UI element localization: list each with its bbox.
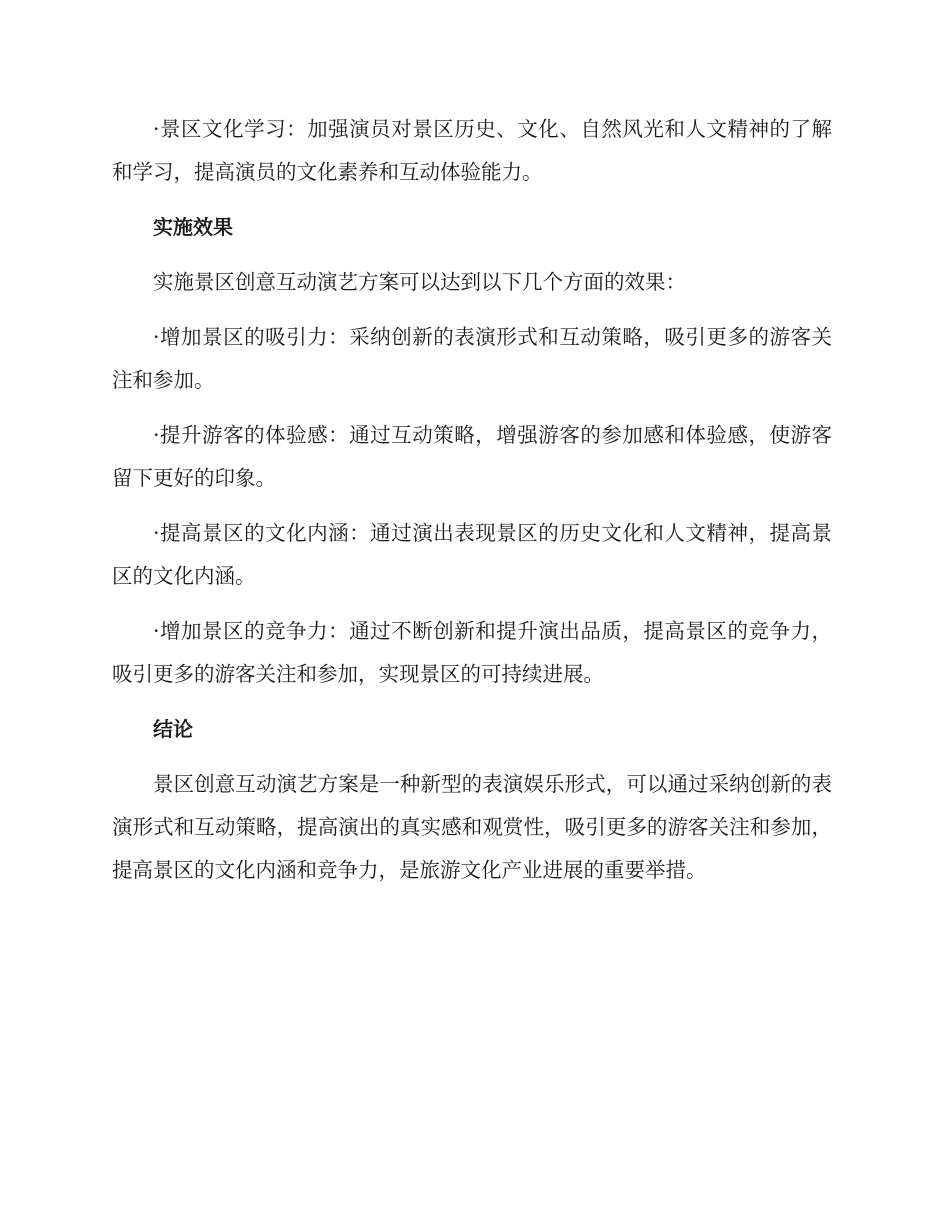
paragraph-effects-intro: 实施景区创意互动演艺方案可以达到以下几个方面的效果： [153,270,686,294]
heading-conclusion: 结论 [153,717,193,741]
document-page [112,108,832,904]
paragraph-cultural-learning: ·景区文化学习：加强演员对景区历史、文化、自然风光和人文精神的了解和学习，提高演员的文化素养和互动体验能力。 [112,117,832,184]
paragraph-cultural-connotation: ·提高景区的文化内涵：通过演出表现景区的历史文化和人文精神，提高景区的文化内涵。 [112,521,832,588]
paragraph-experience: ·提升游客的体验感：通过互动策略，增强游客的参加感和体验感，使游客留下更好的印象。 [112,423,832,490]
paragraph-competitiveness: ·增加景区的竞争力：通过不断创新和提升演出品质，提高景区的竞争力，吸引更多的游客关注和参加，实现景区的可持续进展。 [112,619,832,686]
paragraph-attraction: ·增加景区的吸引力：采纳创新的表演形式和互动策略，吸引更多的游客关注和参加。 [112,325,832,392]
heading-implementation-effects: 实施效果 [153,215,233,239]
paragraph-conclusion: 景区创意互动演艺方案是一种新型的表演娱乐形式，可以通过采纳创新的表演形式和互动策略，提高演出的真实感和观赏性，吸引更多的游客关注和参加，提高景区的文化内涵和竞争力，是旅游文化产业进展的重要举措。 [112,772,832,882]
